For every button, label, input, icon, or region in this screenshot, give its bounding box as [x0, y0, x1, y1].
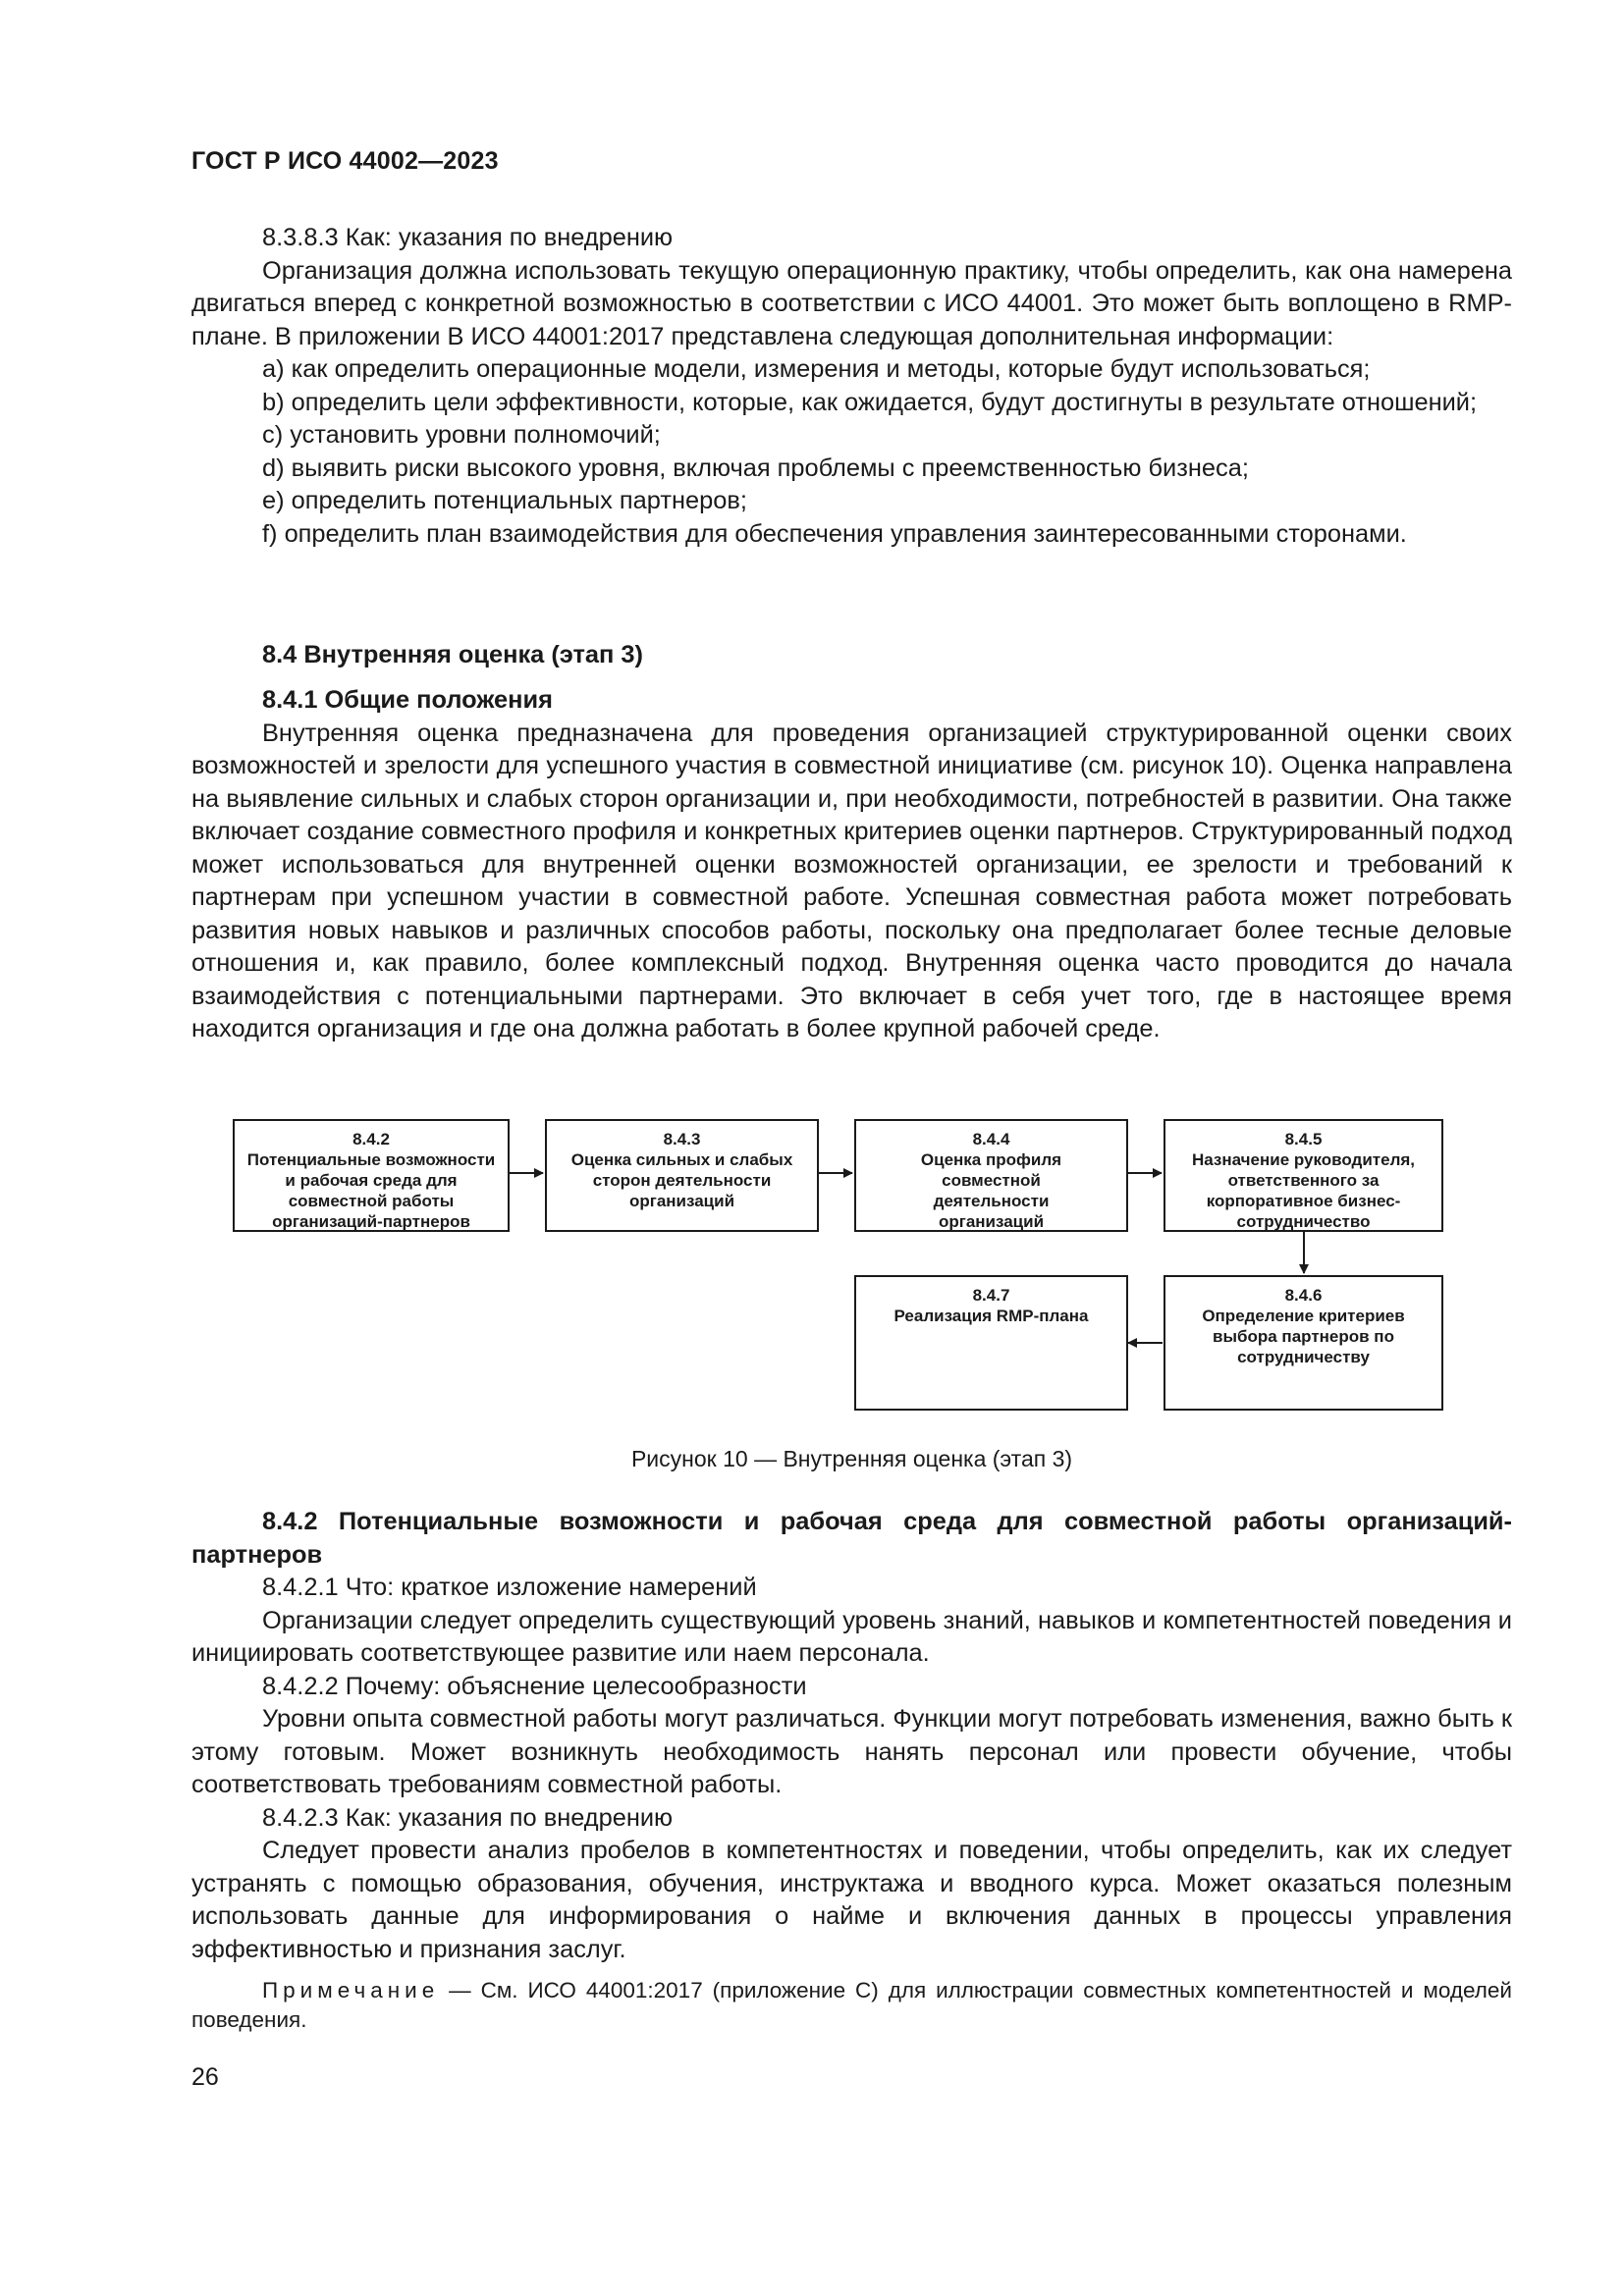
note-text: — См. ИСО 44001:2017 (приложение С) для иллюстрации совместных компетентностей и моделей поведения. — [191, 1978, 1512, 2032]
box-text: Определение критериев выбора партнеров по сотрудничеству — [1202, 1307, 1405, 1366]
note-label: Примечание — [262, 1978, 440, 2002]
list-item: d) выявить риски высокого уровня, включая проблемы с преемственностью бизнеса; — [262, 454, 1249, 482]
section-8-4-2 — [191, 1506, 1512, 1966]
subsection-heading: 8.4.2 Потенциальные возможности и рабочая среда для совместной работы организаций-партнеров — [191, 1508, 1512, 1569]
box-text: Оценка профиля совместной деятельности организаций — [920, 1150, 1062, 1231]
box-text: Назначение руководителя, ответственного за корпоративное бизнес-сотрудничество — [1191, 1150, 1416, 1231]
list-item: b) определить цели эффективности, которые, как ожидается, будут достигнуты в результате отношений; — [262, 388, 1478, 416]
flow-box-8-4-4 — [854, 1119, 1128, 1232]
list-item: a) как определить операционные модели, измерения и методы, которые будут использоваться; — [262, 355, 1371, 383]
box-number: 8.4.7 — [972, 1286, 1010, 1305]
section-8-3-8-3 — [191, 222, 1512, 551]
flow-box-8-4-2 — [233, 1119, 510, 1232]
page-number: 26 — [191, 2063, 219, 2091]
box-number: 8.4.6 — [1284, 1286, 1323, 1305]
paragraph: Организации следует определить существующий уровень знаний, навыков и компетентностей поведения и инициировать соответствующее развитие или наем персонала. — [191, 1606, 1512, 1667]
clause-heading: 8.4.2.2 Почему: объяснение целесообразности — [262, 1672, 807, 1700]
paragraph: Следует провести анализ пробелов в компетентностях и поведении, чтобы определить, как их следует устранять с помощью образования, обучения, инструктажа и вводного курса. Может оказаться полезным использовать данные для информирования о найме и включения данных в процессы управления эффективностью и признания заслуг. — [191, 1837, 1512, 1963]
subsection-heading: 8.4.1 Общие положения — [262, 686, 553, 714]
figure-10-flowchart — [191, 1099, 1512, 1453]
note — [191, 1976, 1512, 2035]
flow-box-8-4-3 — [545, 1119, 819, 1232]
document-header: ГОСТ Р ИСО 44002—2023 — [191, 147, 499, 175]
section-heading-8-4: 8.4 Внутренняя оценка (этап 3) — [262, 641, 644, 668]
box-text: Потенциальные возможности и рабочая среда для совместной работы организаций-партнеров — [246, 1150, 496, 1231]
paragraph: Уровни опыта совместной работы могут различаться. Функции могут потребовать изменения, важно быть к этому готовым. Может возникнуть необходимость нанять персонал или провести обучение, чтобы соответствовать требованиям совместной работы. — [191, 1705, 1512, 1798]
paragraph: Организация должна использовать текущую операционную практику, чтобы определить, как она намерена двигаться вперед с конкретной возможностью в соответствии с ИСО 44001. Это может быть воплощено в RMP-плане. В приложении В ИСО 44001:2017 представлена следующая дополнительная информации: — [191, 256, 1512, 350]
box-number: 8.4.3 — [663, 1130, 701, 1148]
list-item: f) определить план взаимодействия для обеспечения управления заинтересованными сторонами. — [262, 519, 1407, 548]
section-8-4-1 — [191, 684, 1512, 1046]
document-page — [191, 0, 1512, 2296]
paragraph: Внутренняя оценка предназначена для проведения организацией структурированной оценки своих возможностей и зрелости для успешного участия в совместной инициативе (см. рисунок 10). Оценка направлена на выявление сильных и слабых сторон организации и, при необходимости, потребностей в развитии. Она также включает создание совместного профиля и конкретных критериев оценки партнеров. Структурированный подход может использоваться для внутренней оценки возможностей организации, ее зрелости и требований к партнерам при успешном участии в совместной работе. Успешная совместная работа может потребовать развития новых навыков и различных способов работы, поскольку она предполагает более тесные деловые отношения и, как правило, более комплексный подход. Внутренняя оценка часто проводится до начала взаимодействия с потенциальными партнерами. Это включает в себя учет того, где в настоящее время находится организация и где она должна работать в более крупной рабочей среде. — [191, 719, 1512, 1042]
flow-box-8-4-6 — [1164, 1275, 1443, 1411]
clause-heading: 8.4.2.1 Что: краткое изложение намерений — [262, 1574, 757, 1601]
flow-box-8-4-7 — [854, 1275, 1128, 1411]
list-item: e) определить потенциальных партнеров; — [262, 487, 747, 514]
figure-caption: Рисунок 10 — Внутренняя оценка (этап 3) — [630, 1446, 1073, 1471]
clause-heading: 8.4.2.3 Как: указания по внедрению — [262, 1803, 674, 1832]
box-number: 8.4.5 — [1284, 1130, 1323, 1148]
subsection-heading: 8.3.8.3 Как: указания по внедрению — [262, 224, 674, 251]
box-text: Оценка сильных и слабых сторон деятельности организаций — [570, 1150, 793, 1210]
flow-box-8-4-5 — [1164, 1119, 1443, 1232]
box-number: 8.4.4 — [972, 1130, 1010, 1148]
list-item: c) установить уровни полномочий; — [262, 421, 661, 449]
box-number: 8.4.2 — [352, 1130, 390, 1148]
box-text: Реализация RMP-плана — [893, 1307, 1089, 1325]
